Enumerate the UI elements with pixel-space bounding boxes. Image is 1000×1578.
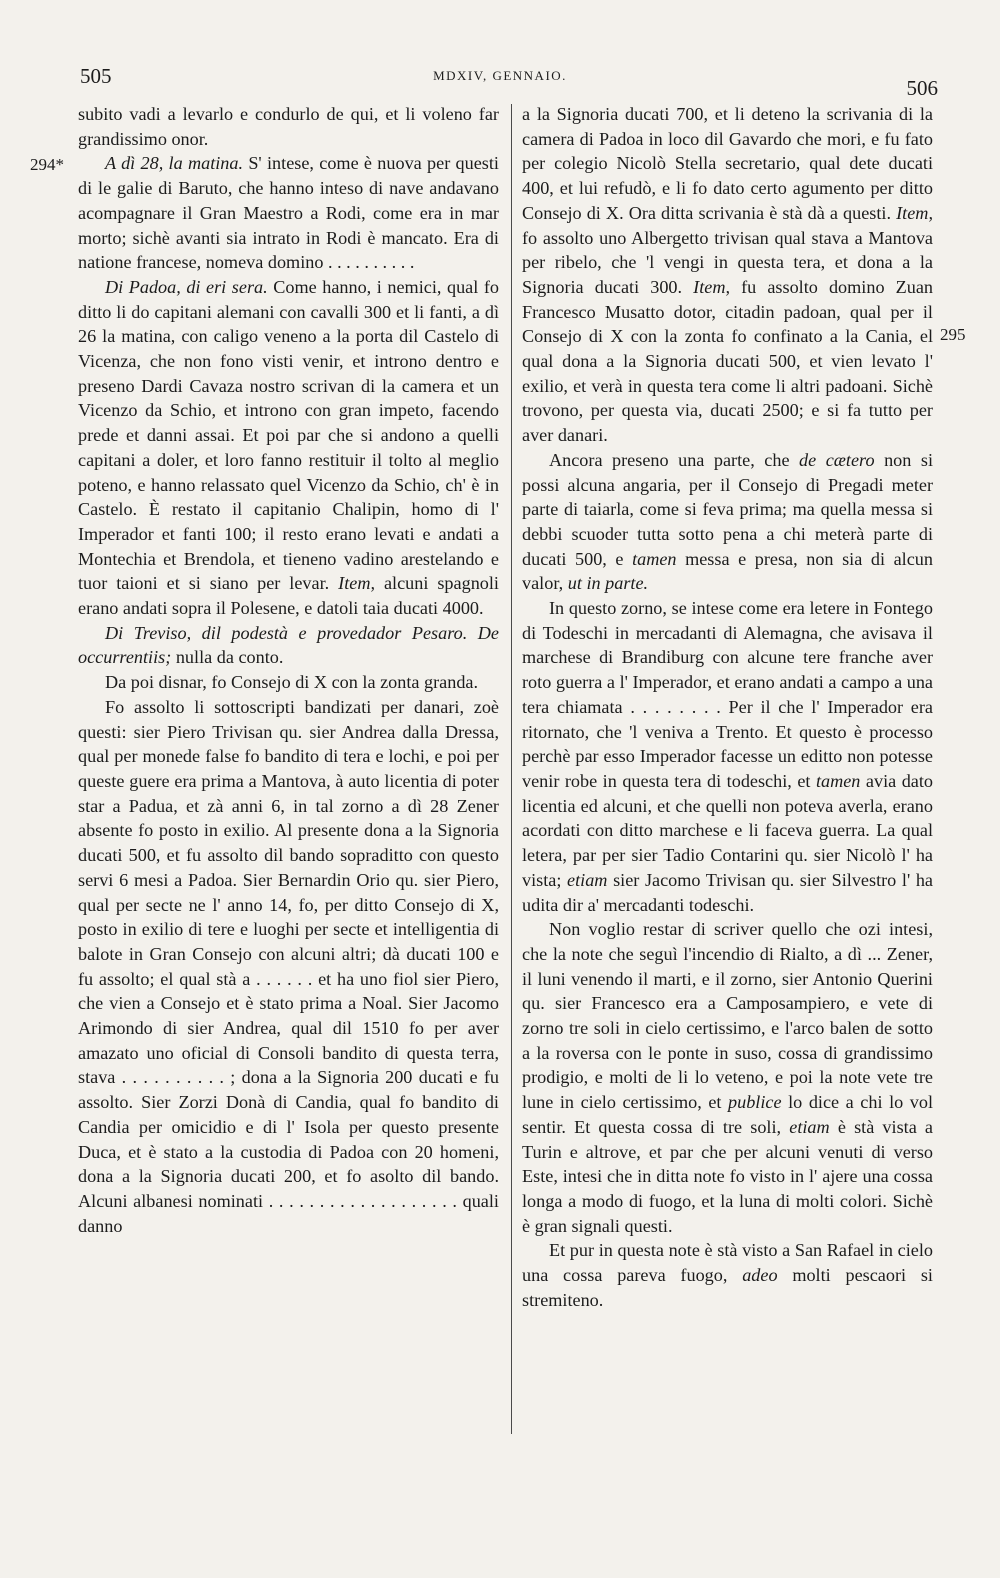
- paragraph: Non voglio restar di scriver quello che ozi intesi, che la note che seguì l'incendio di Rialto, a dì ... Zener, il luni venendo il marti, e il zorno, sier Antonio Querini qu. sier Francesco era a Camposampiero, e vete di zorno tre soli in cielo certissimo, e l'arco balen de sotto a la roversa con le ponte in suso, cossa di grandissimo prodigio, e molti de li lo veteno, e poi la note vete tre lune in cielo certissimo, et publice lo dice a chi lo vol sentir. Et questa cossa di tre soli, etiam è stà vista a Turin e altrove, et par che per alcuni venuti di verso Este, intesi che in ditta note fo visto in l' ajere una cossa longa a modo di fuogo, et la luna di molti colori. Sichè è gran signali questi.: [522, 919, 934, 1236]
- paragraph: Et pur in questa note è stà visto a San Rafael in cielo una cossa pareva fuogo, adeo molti pescaori si stremiteno.: [522, 1240, 933, 1310]
- margin-number-right: 295: [940, 325, 966, 344]
- paragraph: Da poi disnar, fo Consejo di X con la zonta granda.: [105, 672, 479, 693]
- source-heading: Di Treviso, dil podestà e provedador Pesaro. De occurrentiis;: [78, 622, 499, 668]
- page-number-left: 505: [80, 64, 112, 88]
- date-heading: A dì 28, la matina.: [105, 153, 244, 174]
- paragraph: In questo zorno, se intese come era letere in Fontego di Todeschi in mercadanti di Alemagna, che avisava il marchese di Brandiburg con alcune tere franche aver roto guerra a l' Imperador, et erano andati a campo a una tera chiamata . . . . . . . . Per il che l' Imperador era ritornato, che 'l veniva a Trento. Et questo è processo perchè par esso Imperador facesse un editto non potesse venir robe in questa tera di todeschi, et tamen avia dato licentia ed alcuni, et che quelli non poteva averla, erano acordati con ditto marchese e li faceva guerra. La qual letera, par per sier Tadio Contarini qu. sier Nicolò l' ha vista; etiam sier Jacomo Trivisan qu. sier Silvestro l' ha udita dir a' mercadanti todeschi.: [522, 598, 934, 915]
- paragraph: Di Padoa, di eri sera. Come hanno, i nemici, qual fo ditto li do capitani alemani con cavalli 300 et li fanti, a dì 26 la matina, con caligo veneno a la porta dil Castelo di Vicenza, che non fono visti venir, et introno dentro e preseno Dardi Cavaza nostro scrivan di la camera et un Vicenzo da Schio, et introno con gran impeto, facendo prede et danni assai. Et poi par che si andono a quelli capitani a doler, et loro fanno restituir il tolto al meglio poteno, e hanno relassato quel Vicenzo da Schio, ch' è in Castelo. È restato il capitanio Chalipin, homo di l' Imperador et fanti 100; il resto erano levati e andati a Montechia et Brendola, et tieneno vadino arestelando e tuor taioni et si siano per levar. Item, alcuni spagnoli erano andati sopra il Polesene, e datoli taia ducati 4000.: [78, 276, 499, 619]
- running-title: MDXIV, GENNAIO.: [433, 68, 567, 83]
- paragraph: Ancora preseno una parte, che de cætero non si possi alcuna angaria, per il Consejo di Pregadi meter parte di taiarla, come si feva prima; ma quella messa si debbi scuoder tutta sotto pena a chi meterà parte di ducati 500, e tamen messa e presa, non sia di alcun valor, ut in parte.: [522, 449, 933, 594]
- paragraph: A dì 28, la matina. S' intese, come è nuova per questi di le galie di Baruto, che hanno inteso di nave andavano acompagnare il Gran Maestro a Rodi, come era in mar morto; sichè avanti sia intrato in Rodi è mancato. Era di natione francese, nomeva domino . . . . . . . . . .: [78, 153, 499, 273]
- paragraph: Fo assolto li sottoscripti bandizati per danari, zoè questi: sier Piero Trivisan qu. sier Andrea dalla Dressa, qual per monede false fo bandito di tera e lochi, e poi per queste guere era prima a Mantova, à auto licentia di poter star a Padua, et zà anni 6, in tal zorno a dì 28 Zener absente fo posto in exilio. Al presente dona a la Signoria ducati 500, et fu assolto dil bando sopraditto con questo servi 6 mesi a Padoa. Sier Bernardin Orio qu. sier Piero, qual per secte ne l' anno 14, fo, per ditto Consejo di X, posto in exilio di tere e luoghi per secte et intelligentia di balote in Gran Consejo con alcuni altri; dà ducati 100 e fu assolto; el qual stà a . . . . . . et ha uno fiol sier Piero, che vien a Consejo et è stato prima a Noal. Sier Jacomo Arimondo di sier Andrea, qual dil 1510 fo per aver amazato uno oficial di Consoli bandito di questa terra, stava . . . . . . . . . . ; dona a la Signoria 200 ducati e fu assolto. Sier Zorzi Donà di Candia, qual fo bandito di Candia per omicidio e di l' Isola per questo presente Duca, et è stato a la custodia di Padoa con 20 homeni, dona a la Signoria ducati 200, et fo asolto dil bando. Alcuni albanesi nominati . . . . . . . . . . . . . . . . . . . quali danno: [78, 696, 499, 1236]
- margin-number-left: 294*: [30, 155, 64, 174]
- column-divider: [511, 104, 512, 1434]
- page-number-right: 506: [906, 76, 938, 100]
- date-heading: Di Padoa, di eri sera.: [105, 276, 268, 297]
- left-column: [78, 102, 499, 1238]
- paragraph: Di Treviso, dil podestà e provedador Pesaro. De occurrentiis; nulla da conto.: [78, 622, 499, 668]
- paragraph: subito vadi a levarlo e condurlo de qui, et li voleno far grandissimo onor.: [78, 104, 499, 149]
- right-column: [522, 102, 933, 1312]
- paragraph: a la Signoria ducati 700, et li deteno la scrivania di la camera di Padoa in loco dil Gavardo che mori, e fu fato per colegio Nicolò Stella secretario, qual dete ducati 400, et lui refudò, e li fo dato certo agumento per ditto Consejo di X. Ora ditta scrivania è stà dà a questi. Item, fo assolto uno Albergetto trivisan qual stava a Mantova per ribelo, che 'l vengi in questa tera, et dona a la Signoria ducati 300. Item, fu assolto domino Zuan Francesco Musatto dotor, citadin padoan, qual per il Consejo di X con la zonta fo confinato a la Cania, el qual dona a la Signoria ducati 500, et vien levato l' exilio, et verà in questa tera come li altri padoani. Sichè trovono, per questa via, ducati 2500; e si fa tutto per aver danari.: [522, 104, 933, 446]
- page-header: [0, 64, 1000, 100]
